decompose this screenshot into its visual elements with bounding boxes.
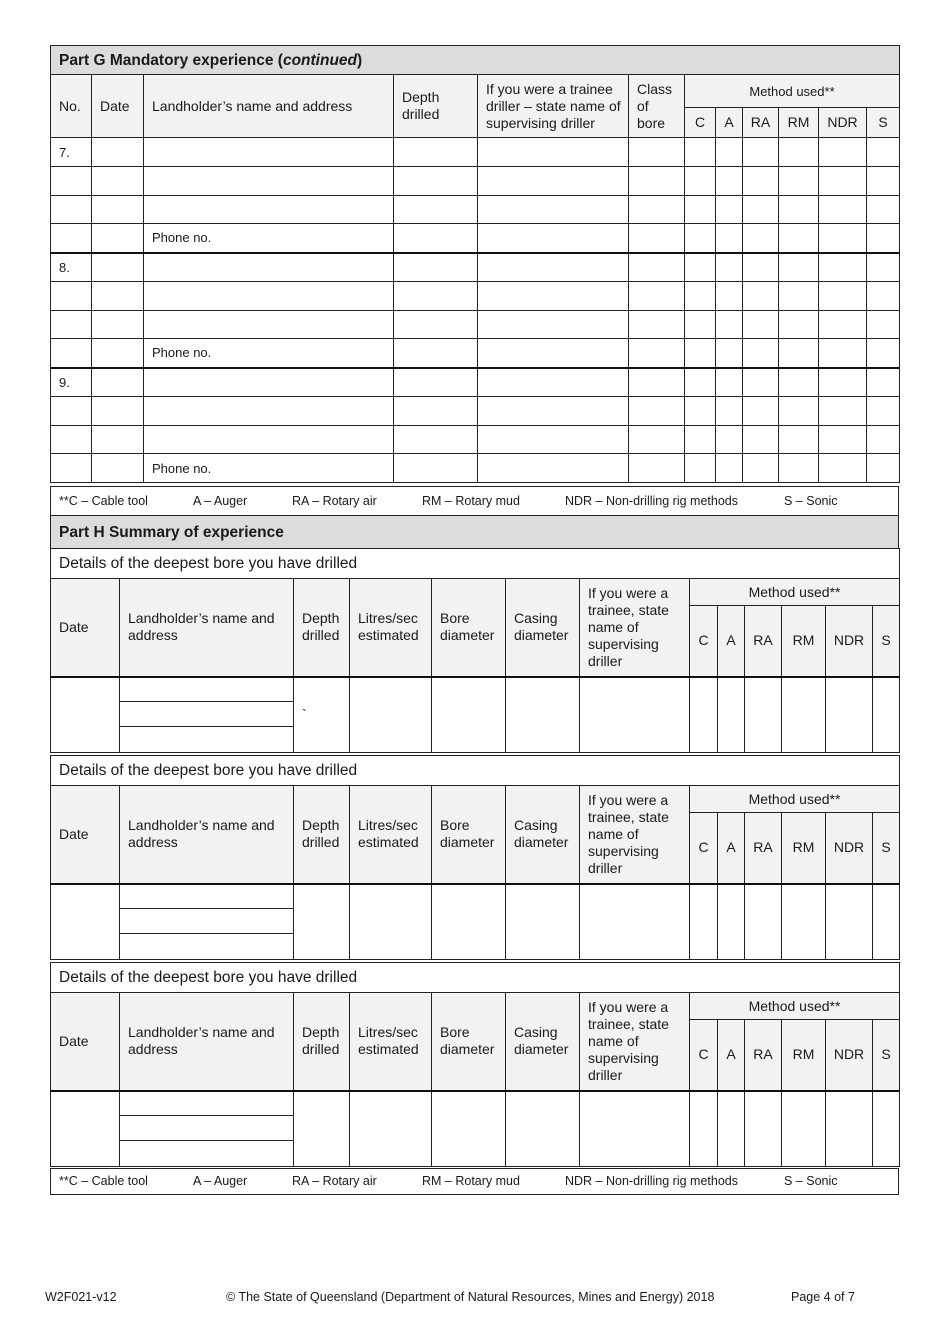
entry-cell[interactable] [867, 167, 900, 196]
col-header-casing-diameter: Casing diameter [506, 579, 580, 677]
entry-cell[interactable] [580, 677, 690, 753]
method-header-a: A [718, 813, 745, 884]
entry-cell[interactable] [506, 1091, 580, 1167]
col-header-bore-diameter: Bore diameter [432, 993, 506, 1091]
phone-label[interactable]: Phone no. [144, 224, 394, 253]
part-h-title: Part H Summary of experience [51, 516, 899, 549]
landholder-line[interactable] [120, 909, 294, 934]
entry-cell[interactable] [743, 167, 779, 196]
entry-cell[interactable] [478, 253, 629, 282]
entry-row [51, 397, 900, 426]
entry-cell[interactable] [629, 368, 685, 397]
method-header-a: A [718, 606, 745, 677]
entry-cell[interactable] [819, 397, 867, 426]
entry-cell[interactable] [294, 1091, 350, 1167]
entry-row [51, 282, 900, 311]
entry-cell[interactable] [478, 167, 629, 196]
entry-cell[interactable] [394, 138, 478, 167]
section-heading: Details of the deepest bore you have drilled [51, 963, 900, 993]
entry-cell[interactable] [779, 224, 819, 253]
col-header-method-used: Method used** [690, 786, 900, 813]
col-header-depth: Depth drilled [294, 579, 350, 677]
entry-cell[interactable] [478, 282, 629, 311]
col-header-bore-diameter: Bore diameter [432, 786, 506, 884]
entry-cell[interactable] [779, 167, 819, 196]
method-header-s: S [873, 1020, 900, 1091]
entry-cell[interactable] [394, 253, 478, 282]
entry-row [51, 884, 900, 909]
entry-cell[interactable] [779, 311, 819, 339]
entry-cell[interactable] [51, 1091, 120, 1167]
entry-cell[interactable] [819, 282, 867, 311]
entry-cell[interactable] [743, 253, 779, 282]
landholder-line[interactable] [120, 727, 294, 753]
entry-cell[interactable] [629, 138, 685, 167]
entry-cell[interactable] [873, 1091, 900, 1167]
entry-cell[interactable] [782, 1091, 826, 1167]
entry-cell[interactable] [867, 253, 900, 282]
col-header-trainee: If you were a trainee, state name of supervising driller [580, 786, 690, 884]
entry-cell[interactable] [394, 397, 478, 426]
entry-row [51, 167, 900, 196]
entry-cell[interactable] [629, 339, 685, 368]
entry-cell[interactable] [92, 311, 144, 339]
entry-cell[interactable] [478, 311, 629, 339]
entry-cell[interactable] [92, 426, 144, 454]
entry-cell[interactable] [92, 253, 144, 282]
entry-row [51, 677, 900, 702]
entry-cell[interactable] [144, 282, 394, 311]
entry-cell[interactable] [478, 339, 629, 368]
entry-cell[interactable] [716, 167, 743, 196]
entry-cell[interactable] [144, 138, 394, 167]
entry-row [51, 426, 900, 454]
form-id: W2F021-v12 [45, 1290, 117, 1304]
entry-cell[interactable] [478, 138, 629, 167]
phone-label[interactable]: Phone no. [144, 454, 394, 483]
method-header-c: C [690, 606, 718, 677]
entry-cell[interactable] [779, 426, 819, 454]
part-g-table [50, 45, 900, 483]
entry-cell[interactable] [819, 368, 867, 397]
entry-cell[interactable] [779, 397, 819, 426]
entry-number: 7. [51, 138, 92, 167]
method-header-ra: RA [743, 108, 779, 138]
section-heading: Details of the deepest bore you have drilled [51, 756, 900, 786]
entry-cell[interactable] [743, 282, 779, 311]
entry-cell[interactable] [685, 397, 716, 426]
col-header-date: Date [51, 579, 120, 677]
entry-cell[interactable] [394, 282, 478, 311]
method-header-c: C [690, 813, 718, 884]
entry-cell[interactable] [819, 311, 867, 339]
col-header-class: Class of bore [629, 75, 685, 138]
entry-number: 9. [51, 368, 92, 397]
entry-cell[interactable] [743, 339, 779, 368]
legend-sonic: S – Sonic [784, 1174, 838, 1188]
col-header-depth: Depth drilled [294, 786, 350, 884]
method-legend-top [50, 486, 899, 516]
col-header-no: No. [51, 75, 92, 138]
entry-cell[interactable] [144, 368, 394, 397]
entry-cell[interactable] [51, 282, 92, 311]
entry-cell[interactable] [867, 282, 900, 311]
entry-cell[interactable] [716, 138, 743, 167]
col-header-trainee: If you were a trainee, state name of supervising driller [580, 993, 690, 1091]
entry-row [51, 1091, 900, 1116]
method-header-rm: RM [782, 1020, 826, 1091]
entry-cell[interactable] [394, 339, 478, 368]
col-header-litres: Litres/sec estimated [350, 993, 432, 1091]
entry-cell[interactable] [779, 196, 819, 224]
entry-cell[interactable] [580, 884, 690, 960]
legend-row [51, 487, 899, 516]
entry-cell[interactable] [690, 677, 718, 753]
entry-cell[interactable] [506, 677, 580, 753]
method-header-ra: RA [745, 1020, 782, 1091]
col-header-casing-diameter: Casing diameter [506, 993, 580, 1091]
entry-cell[interactable] [92, 368, 144, 397]
entry-cell[interactable] [716, 253, 743, 282]
entry-cell[interactable] [826, 884, 873, 960]
entry-row [51, 368, 900, 397]
method-header-c: C [685, 108, 716, 138]
entry-cell[interactable] [743, 311, 779, 339]
method-header-c: C [690, 1020, 718, 1091]
entry-cell[interactable] [685, 311, 716, 339]
entry-cell[interactable] [629, 426, 685, 454]
entry-cell[interactable] [716, 196, 743, 224]
entry-cell[interactable] [716, 368, 743, 397]
entry-cell[interactable] [629, 397, 685, 426]
entry-cell[interactable] [144, 196, 394, 224]
col-header-landholder: Landholder’s name and address [120, 993, 294, 1091]
method-header-s: S [867, 108, 900, 138]
entry-cell[interactable] [478, 368, 629, 397]
entry-cell[interactable] [743, 426, 779, 454]
col-header-date: Date [92, 75, 144, 138]
landholder-line[interactable] [120, 702, 294, 727]
part-h-title-table [50, 515, 899, 549]
phone-label[interactable]: Phone no. [144, 339, 394, 368]
entry-row [51, 196, 900, 224]
col-header-depth: Depth drilled [294, 993, 350, 1091]
part-g-title: Part G Mandatory experience (continued) [51, 46, 900, 75]
legend-auger: A – Auger [193, 493, 248, 508]
entry-cell[interactable] [629, 253, 685, 282]
entry-cell[interactable] [743, 224, 779, 253]
entry-cell[interactable] [779, 253, 819, 282]
entry-cell[interactable] [819, 253, 867, 282]
entry-cell[interactable] [819, 339, 867, 368]
entry-cell[interactable] [690, 1091, 718, 1167]
entry-cell[interactable] [718, 884, 745, 960]
deepest-bore-section [50, 548, 900, 753]
entry-cell[interactable] [819, 196, 867, 224]
col-header-landholder: Landholder’s name and address [120, 579, 294, 677]
landholder-line[interactable] [120, 1116, 294, 1141]
method-header-s: S [873, 813, 900, 884]
entry-row [51, 311, 900, 339]
entry-cell[interactable] [867, 311, 900, 339]
entry-cell[interactable] [394, 311, 478, 339]
entry-cell[interactable] [629, 196, 685, 224]
col-header-casing-diameter: Casing diameter [506, 786, 580, 884]
copyright-notice: © The State of Queensland (Department of Natural Resources, Mines and Energy) 2018 [226, 1290, 715, 1304]
entry-cell[interactable] [685, 368, 716, 397]
entry-cell[interactable] [779, 282, 819, 311]
entry-cell[interactable] [92, 167, 144, 196]
col-header-bore-diameter: Bore diameter [432, 579, 506, 677]
entry-cell[interactable] [867, 426, 900, 454]
entry-cell[interactable] [716, 311, 743, 339]
entry-cell[interactable] [743, 138, 779, 167]
entry-cell[interactable] [782, 677, 826, 753]
entry-cell[interactable] [826, 1091, 873, 1167]
entry-row [51, 224, 900, 253]
entry-cell[interactable] [478, 224, 629, 253]
entry-cell[interactable] [685, 339, 716, 368]
entry-cell[interactable] [743, 368, 779, 397]
col-header-litres: Litres/sec estimated [350, 579, 432, 677]
entry-cell[interactable] [432, 677, 506, 753]
entry-cell[interactable] [478, 397, 629, 426]
method-header-ndr: NDR [826, 1020, 873, 1091]
entry-cell[interactable] [478, 196, 629, 224]
entry-cell[interactable] [743, 454, 779, 483]
entry-cell[interactable] [580, 1091, 690, 1167]
entry-cell[interactable] [92, 196, 144, 224]
entry-cell[interactable] [51, 397, 92, 426]
entry-cell[interactable] [92, 339, 144, 368]
method-header-rm: RM [782, 813, 826, 884]
entry-cell[interactable] [629, 311, 685, 339]
entry-cell[interactable] [716, 397, 743, 426]
entry-row [51, 138, 900, 167]
entry-cell[interactable] [718, 1091, 745, 1167]
entry-cell[interactable] [819, 426, 867, 454]
entry-cell[interactable] [506, 884, 580, 960]
entry-cell[interactable] [629, 167, 685, 196]
entry-cell[interactable] [685, 167, 716, 196]
entry-cell[interactable] [867, 339, 900, 368]
entry-cell[interactable] [51, 426, 92, 454]
entry-cell[interactable] [144, 167, 394, 196]
entry-cell[interactable] [716, 339, 743, 368]
legend-cable-tool: **C – Cable tool [59, 1174, 148, 1188]
col-header-trainee: If you were a trainee driller – state name of supervising driller [478, 75, 629, 138]
entry-cell[interactable] [745, 884, 782, 960]
entry-cell[interactable] [867, 138, 900, 167]
col-header-method-used: Method used** [690, 993, 900, 1020]
legend-row [51, 1169, 899, 1195]
entry-cell[interactable] [867, 196, 900, 224]
entry-cell[interactable] [867, 368, 900, 397]
entry-cell[interactable] [826, 677, 873, 753]
entry-cell[interactable] [92, 397, 144, 426]
entry-cell[interactable] [51, 196, 92, 224]
entry-cell[interactable] [432, 1091, 506, 1167]
deepest-bore-section [50, 962, 900, 1167]
entry-cell[interactable] [394, 167, 478, 196]
entry-cell[interactable] [394, 454, 478, 483]
entry-cell[interactable] [685, 196, 716, 224]
entry-cell[interactable] [294, 884, 350, 960]
entry-cell[interactable] [92, 454, 144, 483]
entry-cell[interactable] [394, 426, 478, 454]
entry-cell[interactable] [819, 454, 867, 483]
legend-rotary-air: RA – Rotary air [292, 493, 377, 508]
section-heading: Details of the deepest bore you have drilled [51, 549, 900, 579]
entry-cell[interactable] [92, 138, 144, 167]
entry-cell[interactable] [779, 368, 819, 397]
entry-cell[interactable] [867, 454, 900, 483]
legend-cable-tool: **C – Cable tool [59, 493, 148, 508]
col-header-date: Date [51, 786, 120, 884]
entry-cell[interactable] [867, 397, 900, 426]
legend-sonic: S – Sonic [784, 493, 838, 508]
page-number: Page 4 of 7 [791, 1290, 855, 1304]
method-header-s: S [873, 606, 900, 677]
entry-cell[interactable] [685, 224, 716, 253]
entry-cell[interactable] [144, 311, 394, 339]
entry-cell[interactable] [873, 677, 900, 753]
entry-cell[interactable] [51, 454, 92, 483]
entry-cell[interactable] [350, 677, 432, 753]
entry-cell[interactable] [743, 196, 779, 224]
entry-cell[interactable] [819, 224, 867, 253]
entry-cell[interactable] [120, 1091, 294, 1116]
legend-rotary-mud: RM – Rotary mud [422, 493, 520, 508]
entry-cell[interactable] [716, 426, 743, 454]
entry-cell[interactable] [716, 454, 743, 483]
col-header-method-used: Method used** [685, 75, 900, 108]
legend-non-drilling: NDR – Non-drilling rig methods [565, 493, 738, 508]
entry-number: 8. [51, 253, 92, 282]
entry-cell[interactable] [819, 167, 867, 196]
entry-row [51, 454, 900, 483]
col-header-landholder: Landholder’s name and address [144, 75, 394, 138]
legend-auger: A – Auger [193, 1174, 248, 1188]
entry-row [51, 253, 900, 282]
entry-cell[interactable] [394, 196, 478, 224]
entry-cell[interactable] [394, 224, 478, 253]
entry-cell[interactable] [478, 426, 629, 454]
entry-cell[interactable] [716, 282, 743, 311]
entry-cell[interactable] [51, 311, 92, 339]
entry-cell[interactable] [120, 677, 294, 702]
entry-cell[interactable] [144, 253, 394, 282]
method-header-ndr: NDR [826, 813, 873, 884]
deepest-bore-section [50, 755, 900, 960]
legend-rotary-air: RA – Rotary air [292, 1174, 377, 1188]
method-header-rm: RM [782, 606, 826, 677]
method-legend-bottom [50, 1168, 899, 1195]
entry-cell[interactable] [51, 884, 120, 960]
entry-cell[interactable] [873, 884, 900, 960]
entry-cell[interactable] [718, 677, 745, 753]
landholder-line[interactable] [120, 1141, 294, 1167]
entry-cell[interactable] [690, 884, 718, 960]
entry-cell[interactable] [629, 282, 685, 311]
entry-cell[interactable] [394, 368, 478, 397]
entry-cell[interactable] [685, 454, 716, 483]
entry-cell[interactable] [779, 339, 819, 368]
entry-cell[interactable] [685, 253, 716, 282]
entry-cell[interactable] [779, 138, 819, 167]
entry-cell[interactable] [779, 454, 819, 483]
entry-cell[interactable] [92, 282, 144, 311]
entry-cell[interactable] [350, 1091, 432, 1167]
entry-cell[interactable] [51, 339, 92, 368]
entry-cell[interactable] [51, 167, 92, 196]
col-header-landholder: Landholder’s name and address [120, 786, 294, 884]
method-header-ndr: NDR [819, 108, 867, 138]
method-header-rm: RM [779, 108, 819, 138]
entry-cell[interactable] [629, 224, 685, 253]
method-header-ra: RA [745, 813, 782, 884]
col-header-date: Date [51, 993, 120, 1091]
entry-cell[interactable] [819, 138, 867, 167]
entry-cell[interactable] [716, 224, 743, 253]
landholder-line[interactable] [120, 934, 294, 960]
entry-cell[interactable] [745, 677, 782, 753]
entry-cell[interactable] [782, 884, 826, 960]
entry-cell[interactable] [745, 1091, 782, 1167]
legend-non-drilling: NDR – Non-drilling rig methods [565, 1174, 738, 1188]
entry-cell[interactable] [685, 426, 716, 454]
entry-cell[interactable] [685, 138, 716, 167]
entry-cell[interactable] [144, 397, 394, 426]
entry-cell[interactable] [51, 677, 120, 753]
entry-cell[interactable] [144, 426, 394, 454]
legend-rotary-mud: RM – Rotary mud [422, 1174, 520, 1188]
col-header-litres: Litres/sec estimated [350, 786, 432, 884]
entry-cell[interactable] [867, 224, 900, 253]
entry-cell[interactable] [120, 884, 294, 909]
method-header-a: A [716, 108, 743, 138]
col-header-method-used: Method used** [690, 579, 900, 606]
entry-cell[interactable] [51, 224, 92, 253]
entry-cell[interactable] [478, 454, 629, 483]
method-header-ndr: NDR [826, 606, 873, 677]
col-header-trainee: If you were a trainee, state name of supervising driller [580, 579, 690, 677]
entry-cell[interactable] [432, 884, 506, 960]
entry-cell[interactable] [350, 884, 432, 960]
entry-cell[interactable] [685, 282, 716, 311]
entry-cell[interactable] [743, 397, 779, 426]
method-header-a: A [718, 1020, 745, 1091]
col-header-depth: Depth drilled [394, 75, 478, 138]
method-header-ra: RA [745, 606, 782, 677]
entry-row [51, 339, 900, 368]
stray-mark[interactable]: ` [294, 677, 350, 753]
entry-cell[interactable] [92, 224, 144, 253]
entry-cell[interactable] [629, 454, 685, 483]
